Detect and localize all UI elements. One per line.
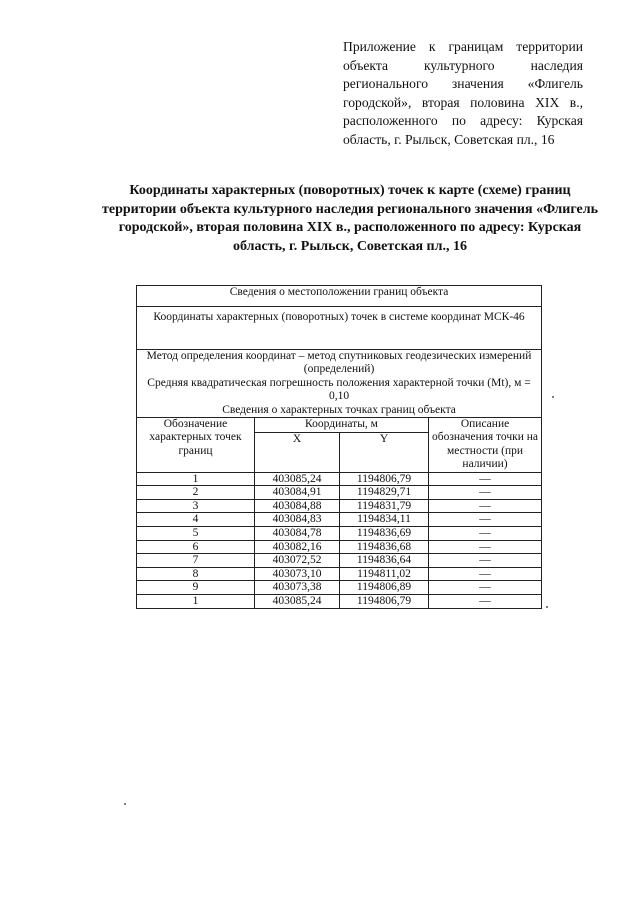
point-number-cell: 1 [137,472,255,486]
description-cell: — [429,567,542,581]
description-cell: — [429,581,542,595]
point-number-cell: 3 [137,499,255,513]
y-coordinate-cell: 1194829,71 [340,486,429,500]
description-cell: — [429,527,542,541]
x-coordinate-cell: 403084,88 [255,499,340,513]
x-coordinate-cell: 403084,91 [255,486,340,500]
scan-speck [124,803,126,805]
point-number-cell: 5 [137,527,255,541]
method-text: Метод определения координат – метод спутниковых геодезических измерений (определений) [146,350,532,376]
table-row [137,513,542,527]
table-row [137,581,542,595]
scan-speck [546,606,548,608]
coordinates-table [136,285,542,609]
point-number-cell: 8 [137,567,255,581]
y-coordinate-cell: 1194806,79 [340,472,429,486]
y-coordinate-cell: 1194836,69 [340,527,429,541]
data-rows [137,472,542,608]
y-coordinate-cell: 1194836,64 [340,554,429,568]
description-cell: — [429,499,542,513]
description-cell: — [429,513,542,527]
description-cell: — [429,554,542,568]
table-row [137,554,542,568]
points-header-text: Сведения о характерных точках границ объекта [222,403,456,416]
x-header: X [255,433,340,473]
coordinates-header: Координаты, м [255,418,429,433]
document-title: Координаты характерных (поворотных) точек к карте (схеме) границ территории объекта культурного наследия регионального значения «Флигель городской», вторая половина XIX в., расположенного по адресу: Курская область, г. Рыльск, Советская пл., 16 [102,183,598,254]
x-coordinate-cell: 403085,24 [255,472,340,486]
description-cell: — [429,540,542,554]
appendix-note: Приложение к границам территории объекта культурного наследия регионального значения «Флигель городской», вторая половина XIX в., расположенного по адресу: Курская область, г. Рыльск, Советская пл., 16 [343,39,583,147]
table-row [137,595,542,609]
designation-header: Обозначение характерных точек границ [137,418,255,473]
accuracy-text: Средняя квадратическая погрешность положения характерной точки (Mt), м = 0,10 [147,376,531,403]
x-coordinate-cell: 403084,83 [255,513,340,527]
point-number-cell: 4 [137,513,255,527]
y-coordinate-cell: 1194831,79 [340,499,429,513]
y-header: Y [340,433,429,473]
x-coordinate-cell: 403073,10 [255,567,340,581]
scan-speck [552,396,554,398]
coord-system-cell: Координаты характерных (поворотных) точек в системе координат МСК-46 [137,307,542,350]
y-coordinate-cell: 1194806,89 [340,581,429,595]
table-row [137,486,542,500]
x-coordinate-cell: 403082,16 [255,540,340,554]
method-cell [137,350,542,418]
description-cell: — [429,595,542,609]
table-row [137,499,542,513]
x-coordinate-cell: 403073,38 [255,581,340,595]
y-coordinate-cell: 1194836,68 [340,540,429,554]
point-number-cell: 1 [137,595,255,609]
point-number-cell: 7 [137,554,255,568]
y-coordinate-cell: 1194811,02 [340,567,429,581]
table-row [137,527,542,541]
x-coordinate-cell: 403085,24 [255,595,340,609]
table-row [137,567,542,581]
y-coordinate-cell: 1194806,79 [340,595,429,609]
description-cell: — [429,486,542,500]
x-coordinate-cell: 403072,52 [255,554,340,568]
point-number-cell: 6 [137,540,255,554]
point-number-cell: 9 [137,581,255,595]
description-cell: — [429,472,542,486]
description-header: Описание обозначения точки на местности (при наличии) [429,418,542,473]
y-coordinate-cell: 1194834,11 [340,513,429,527]
table-row [137,472,542,486]
point-number-cell: 2 [137,486,255,500]
table-row [137,540,542,554]
x-coordinate-cell: 403084,78 [255,527,340,541]
location-header: Сведения о местоположении границ объекта [137,286,542,307]
